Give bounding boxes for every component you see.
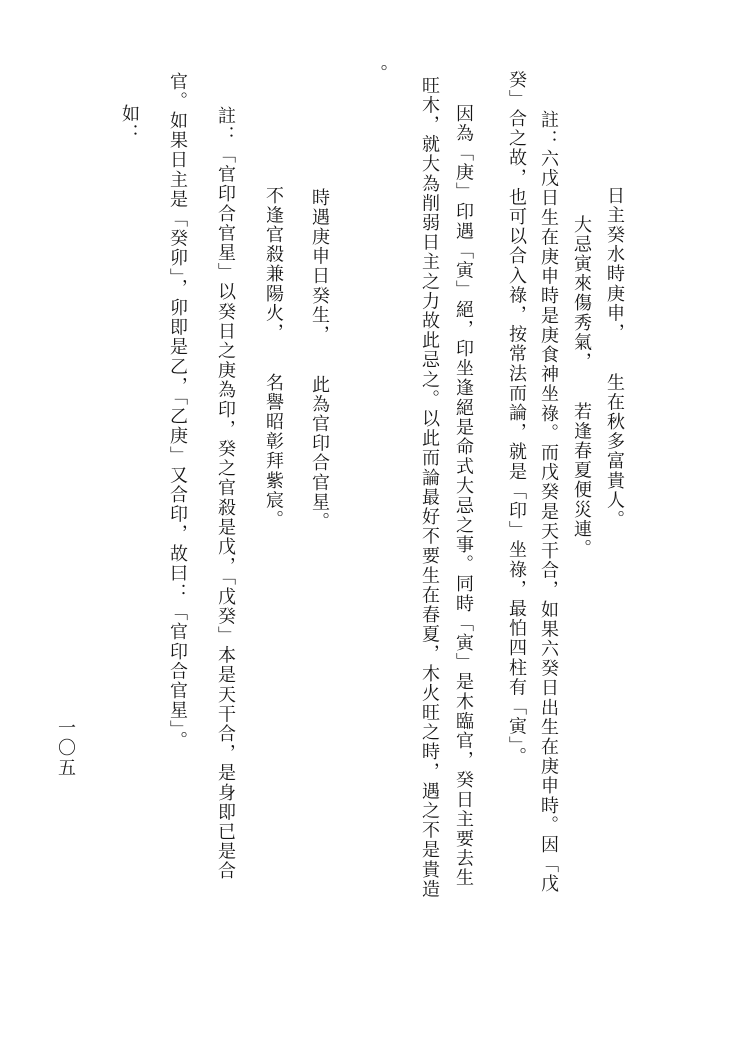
verse-line-1: 日主癸水時庚申， 生在秋多富貴人。 [604,186,625,530]
note-line-6: 註：「官印合官星」以癸日之庚為印，癸之官殺是戊，「戊癸」本是天干合，是身即已是合 [215,106,236,881]
note-line-2: 癸」合之故，也可以合入祿，按常法而論，就是「印」坐祿，最怕四柱有「寅」。 [506,70,527,767]
note-line-1: 註：六戊日生在庚申時是庚食神坐祿。而戊癸是天干合，如果六癸日出生在庚申時。因「戊 [538,110,559,894]
verse-line-2: 大忌寅來傷秀氣， 若逢春夏便災連。 [571,215,592,559]
note-line-4: 旺木，就大為削弱日主之力故此忌之。以此而論最好不要生在春夏，木火旺之時，遇之不是貴造 [419,76,440,900]
note-line-5: 。 [367,64,388,84]
note-line-7: 官。如果日主是「癸卯」，卯即是乙，「乙庚」又合印，故曰：「官印合官星」。 [167,72,188,751]
note-line-3: 因為「庚」印遇「寅」絕，印坐逢絕是命式大忌之事。同時「寅」是木臨官，癸日主要去生 [453,104,474,888]
verse-line-4: 不逢官殺兼陽火， 名譽昭彰拜紫宸。 [263,186,284,530]
note-line-8: 如： [119,104,140,144]
page-number: 一〇五 [55,718,76,778]
verse-line-3: 時遇庚申日癸生， 此為官印合官星。 [309,188,330,532]
